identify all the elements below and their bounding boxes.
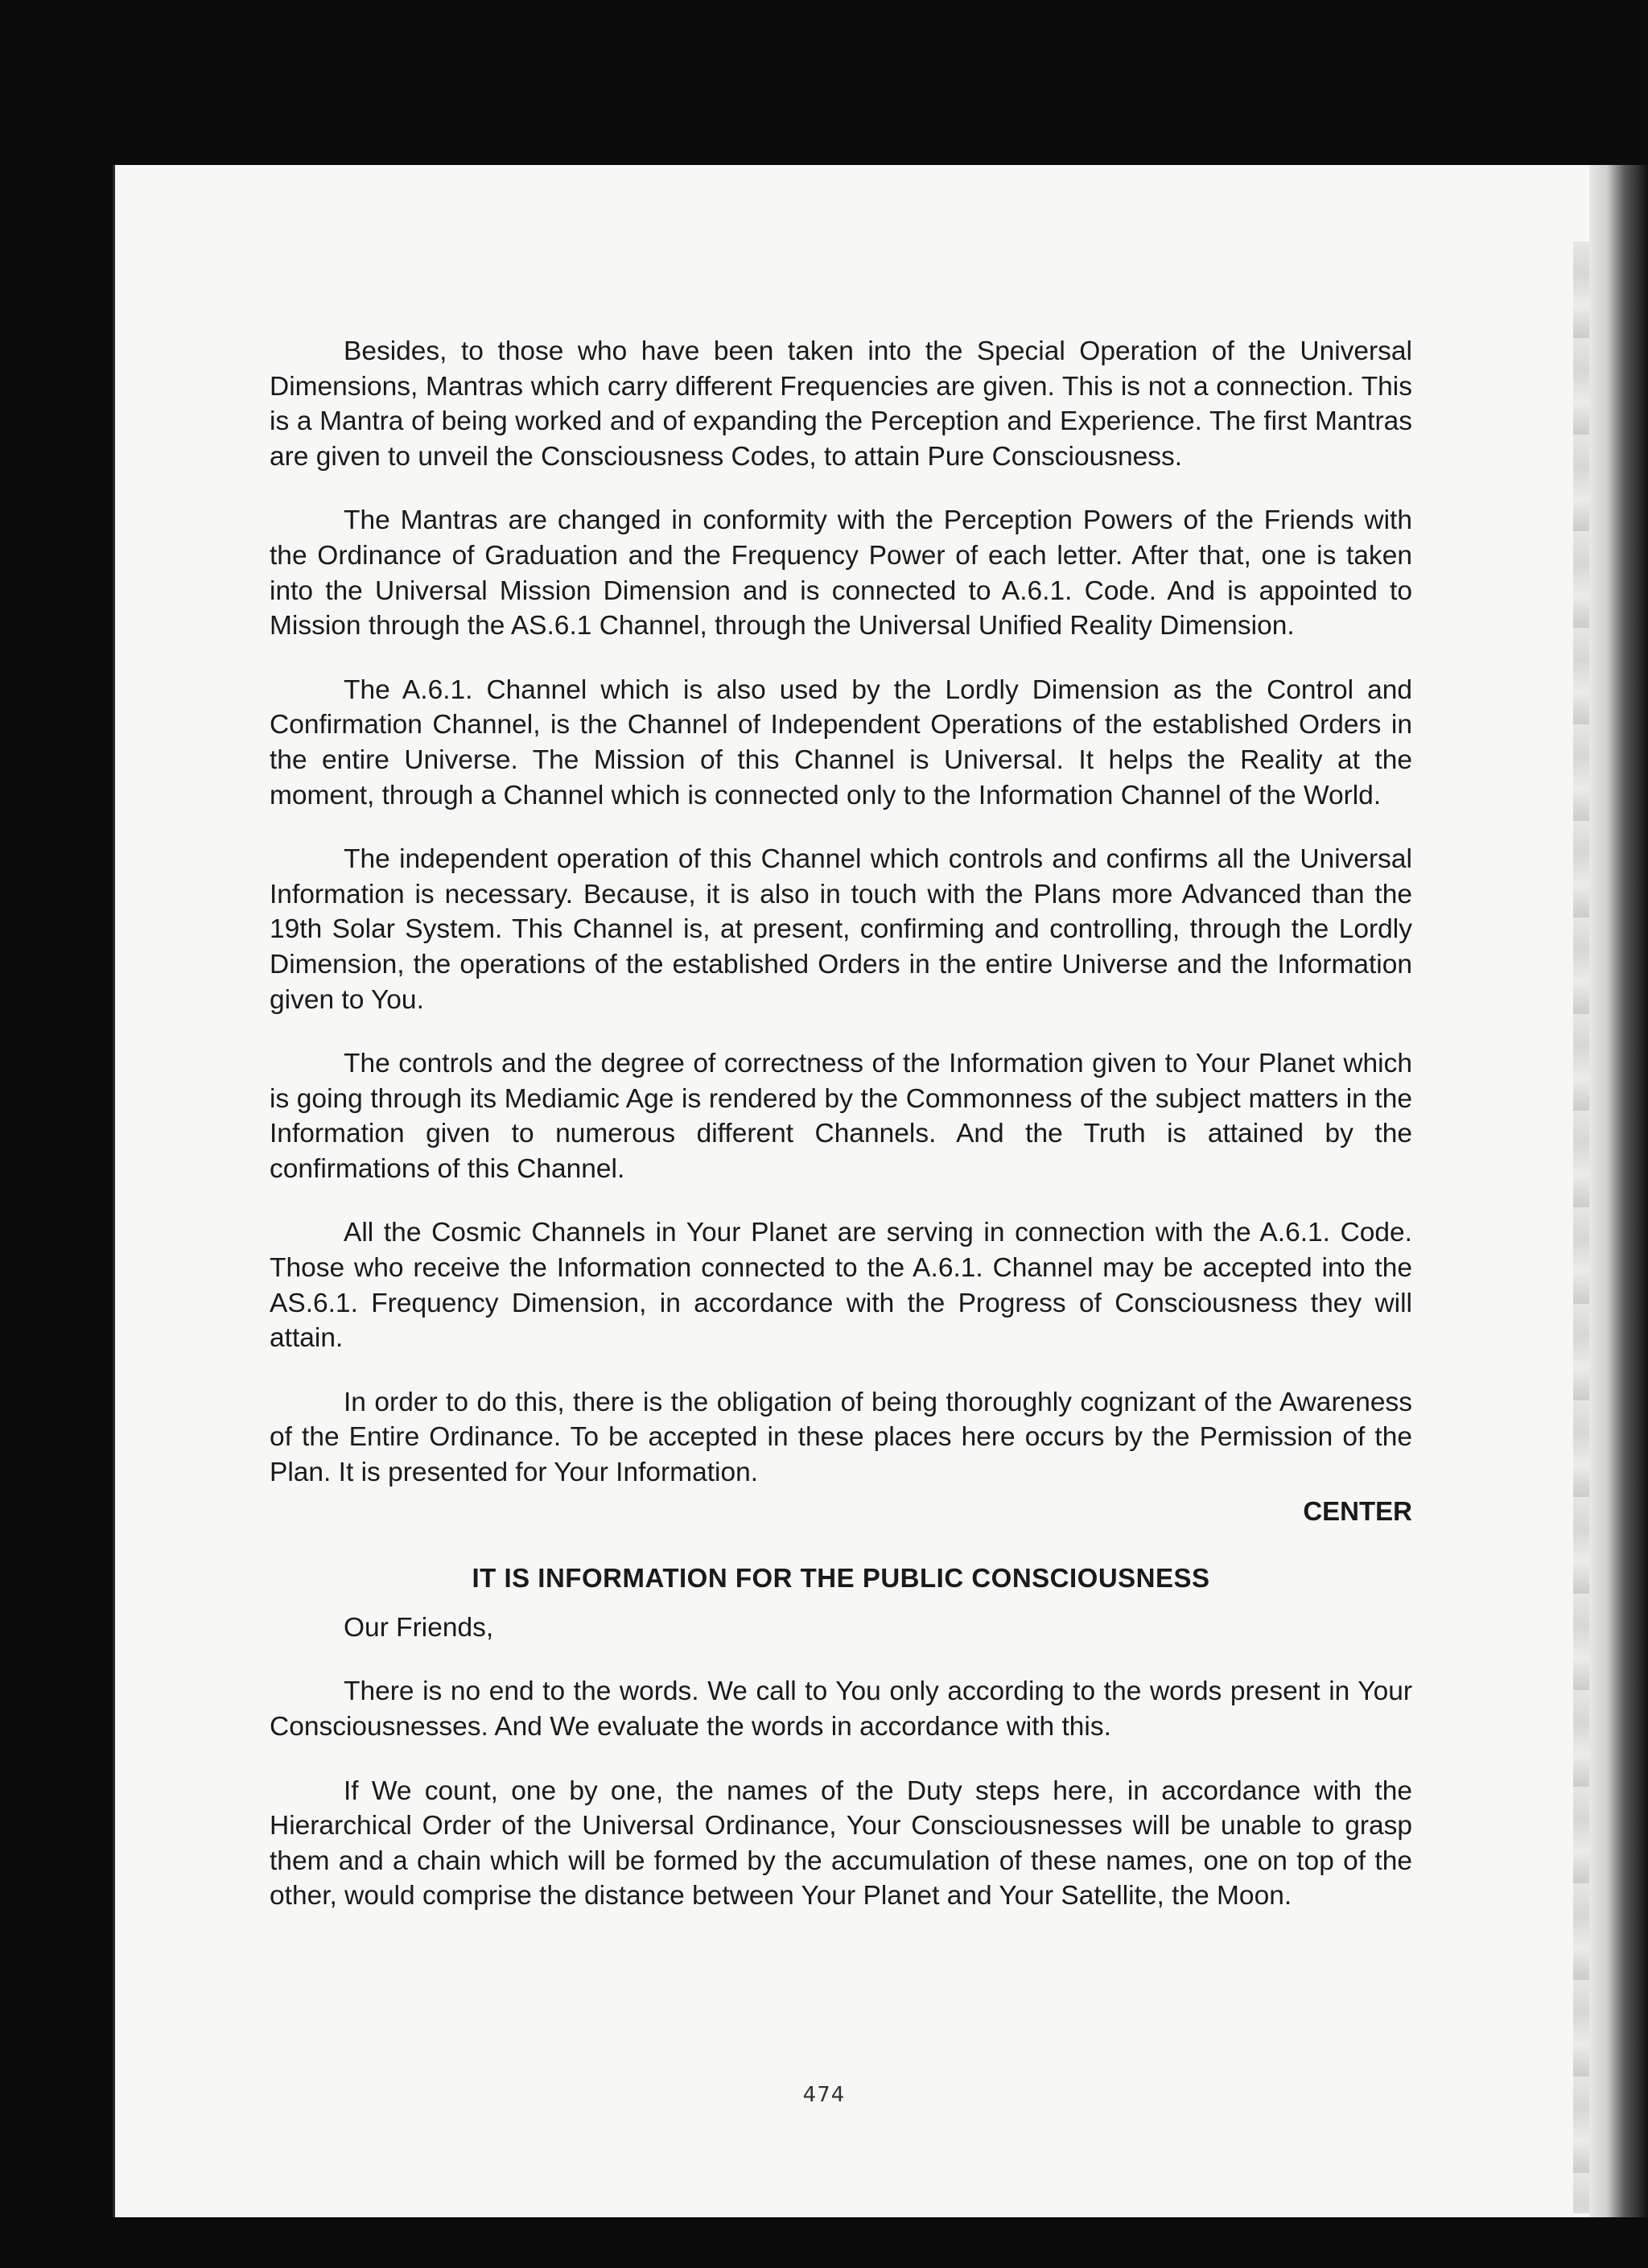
scan-left-border [0,165,113,2217]
scan-right-border [1589,165,1648,2268]
page-number: 474 [802,2083,846,2107]
paragraph: If We count, one by one, the names of the Duty steps here, in accordance with the Hierarchical Order of the Universal Ordinance, Your Consciousnesses will be unable to grasp them and a chain which will be formed by the accumulation of these names, one on top of the other, would comprise the distance between Your Planet and Your Satellite, the Moon. [270,1775,1412,1911]
paragraph: The independent operation of this Channel which controls and confirms all the Universal Information is necessary. Because, it is also in touch with the Plans more Advanced than the 19th Solar System. This Channel is, at present, confirming and controlling, through the Lordly Dimension, the operations of the established Orders in the entire Universe and the Information given to You. [270,844,1412,1015]
scan-bottom-border [0,2217,1648,2268]
salutation: Our Friends, [344,1612,494,1643]
scan-top-border [0,0,1648,165]
signature: CENTER [1303,1495,1412,1526]
section-heading: IT IS INFORMATION FOR THE PUBLIC CONSCIOUSNESS [472,1563,1210,1594]
paragraph: The Mantras are changed in conformity with the Perception Powers of the Friends with the Ordinance of Graduation and the Frequency Power of each letter. After that, one is taken into the Universal Mission Dimension and is connected to A.6.1. Code. And is appointed to Mission through the AS.6.1 Channel, through the Universal Unified Reality Dimension. [270,505,1412,641]
paragraph: All the Cosmic Channels in Your Planet are serving in connection with the A.6.1. Code. Those who receive the Information connected to the A.6.1. Channel may be accepted into the AS.6.1. Frequency Dimension, in accordance with the Progress of Consciousness they will attain. [270,1218,1412,1354]
paragraph: The A.6.1. Channel which is also used by the Lordly Dimension as the Control and Confirmation Channel, is the Channel of Independent Operations of the established Orders in the entire Universe. The Mission of this Channel is Universal. It helps the Reality at the moment, through a Channel which is connected only to the Information Channel of the World. [270,674,1412,810]
text-column [270,334,1412,1943]
paragraph: There is no end to the words. We call to You only according to the words present in Your Consciousnesses. And We evaluate the words in accordance with this. [270,1676,1412,1742]
paragraph: In order to do this, there is the obligation of being thoroughly cognizant of the Awareness of the Entire Ordinance. To be accepted in these places here occurs by the Permission of the Plan. It is presented for Your Information. [270,1387,1412,1488]
paragraph: Besides, to those who have been taken into the Special Operation of the Universal Dimensions, Mantras which carry different Frequencies are given. This is not a connection. This is a Mantra of being worked and of expanding the Perception and Experience. The first Mantras are given to unveil the Consciousness Codes, to attain Pure Consciousness. [270,336,1412,472]
paragraph: The controls and the degree of correctness of the Information given to Your Planet which is going through its Mediamic Age is rendered by the Commonness of the subject matters in the Information given to numerous different Channels. And the Truth is attained by the confirmations of this Channel. [270,1049,1412,1184]
page-curl-shadow [1573,241,1591,2213]
